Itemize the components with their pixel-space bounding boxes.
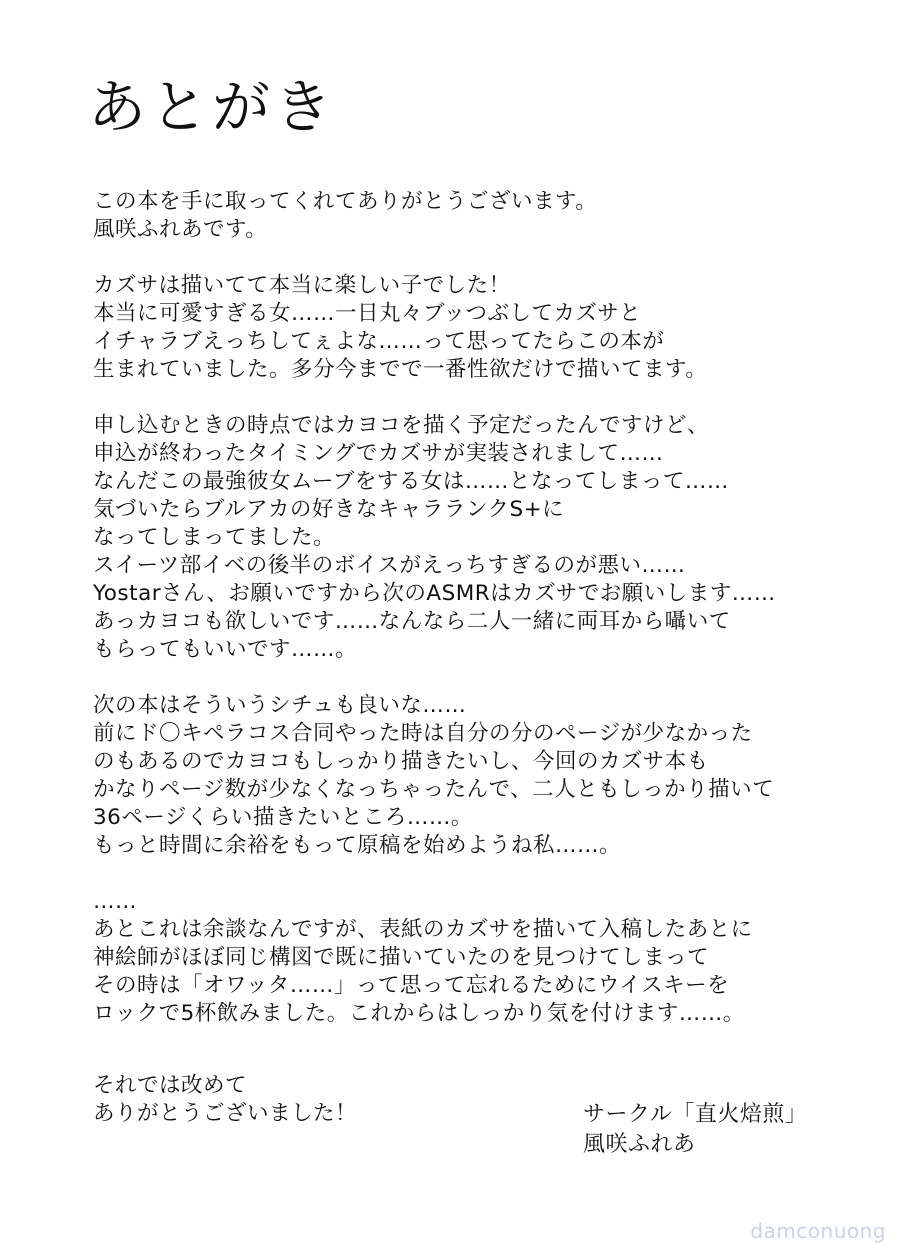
- text-line: それでは改めて: [93, 1073, 248, 1098]
- paragraph-greeting: [93, 188, 853, 244]
- text-line: 風咲ふれあです。: [93, 217, 268, 242]
- text-line: なんだこの最強彼女ムーブをする女は……となってしまって……: [93, 469, 729, 494]
- page-title: あとがき: [88, 73, 337, 141]
- text-line: カズサは描いてて本当に楽しい子でした！: [93, 273, 511, 298]
- text-line: 気づいたらブルアカの好きなキャラランクS+に: [93, 497, 565, 522]
- text-line: ロックで5杯飲みました。これからはしっかり気を付けます……。: [93, 1001, 745, 1026]
- text-line: かなりページ数が少なくなっちゃったんで、二人ともしっかり描いて: [93, 777, 775, 802]
- paragraph-kazusa: [93, 272, 853, 384]
- text-line: 申し込むときの時点ではカヨコを描く予定だったんですけど、: [93, 413, 710, 438]
- text-line: 前にド〇キペラコス合同やった時は自分の分のページが少なかった: [93, 721, 753, 746]
- text-line: 申込が終わったタイミングでカズサが実装されまして……: [93, 441, 664, 466]
- signature-block: [583, 1100, 807, 1160]
- text-line: ありがとうございました！: [93, 1101, 358, 1126]
- text-line: あっカヨコも欲しいです……なんなら二人一緒に両耳から囁いて: [93, 609, 731, 634]
- text-line: その時は「オワッタ……」って思って忘れるためにウイスキーを: [93, 973, 730, 998]
- text-line: あとこれは余談なんですが、表紙のカズサを描いて入稿したあとに: [93, 917, 753, 942]
- text-line: 36ページくらい描きたいところ……。: [93, 805, 473, 830]
- paragraph-next-book: [93, 692, 853, 860]
- paragraph-application: [93, 412, 853, 664]
- text-line: 本当に可愛すぎる女……一日丸々ブッつぶしてカズサと: [93, 301, 642, 326]
- text-line: Yostarさん、お願いですから次のASMRはカズサでお願いします……: [93, 581, 776, 606]
- text-line: もっと時間に余裕をもって原稿を始めようね私……。: [93, 833, 622, 858]
- author-name: 風咲ふれあ: [583, 1132, 696, 1157]
- paragraph-aside: [93, 888, 853, 1028]
- text-line: この本を手に取ってくれてありがとうございます。: [93, 189, 598, 214]
- closing-message: [93, 1072, 357, 1128]
- text-line: 次の本はそういうシチュも良いな……: [93, 693, 467, 718]
- circle-name: サークル「直火焙煎」: [583, 1102, 808, 1127]
- text-line: 神絵師がほぼ同じ構図で既に描いていたのを見つけてしまって: [93, 945, 710, 970]
- watermark: damconuong: [750, 1219, 886, 1243]
- text-line: イチャラブえっちしてぇよな……って思ってたらこの本が: [93, 329, 665, 354]
- afterword-body: [93, 188, 853, 1056]
- text-line: もらってもいいです……。: [93, 637, 358, 662]
- text-line: ……: [93, 889, 137, 914]
- text-line: のもあるのでカヨコもしっかり描きたいし、今回のカズサ本も: [93, 749, 709, 774]
- text-line: スイーツ部イベの後半のボイスがえっちすぎるのが悪い……: [93, 553, 686, 578]
- text-line: なってしまってました。: [93, 525, 336, 550]
- text-line: 生まれていました。多分今までで一番性欲だけで描いてます。: [93, 357, 708, 382]
